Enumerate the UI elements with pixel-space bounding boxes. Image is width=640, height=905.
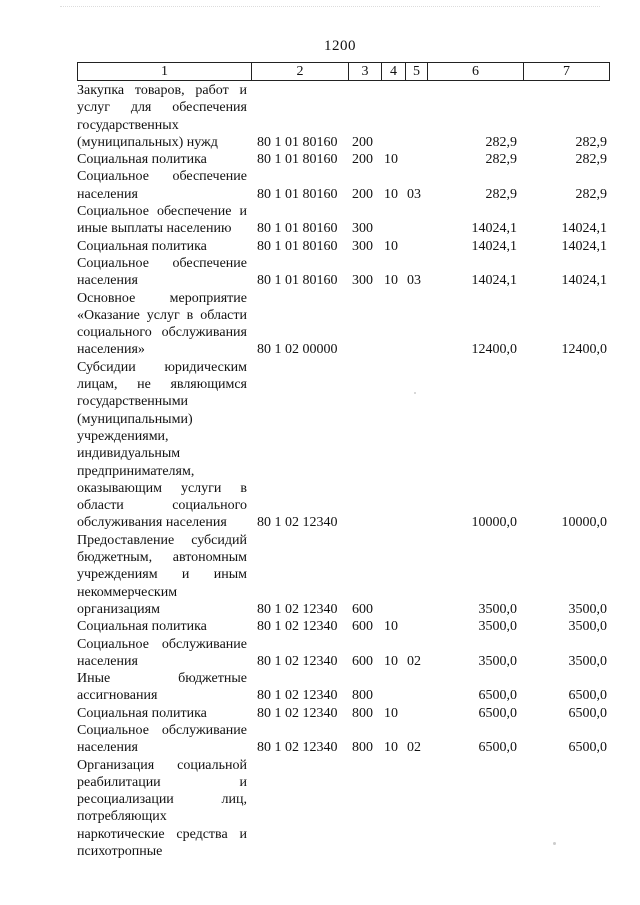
row-code: 80 1 01 80160: [257, 238, 338, 254]
row-value-col6: 6500,0: [478, 740, 517, 756]
row-value-col7: 14024,1: [561, 238, 607, 254]
row-col5: 02: [407, 740, 421, 756]
row-col5: [405, 82, 427, 151]
row-description-text: Социальная политика: [77, 152, 207, 168]
column-header-2: 2: [252, 63, 349, 81]
row-col5: [405, 290, 427, 359]
row-description: [77, 255, 251, 290]
row-col3: 600: [352, 619, 373, 635]
row-code: 80 1 01 80160: [257, 186, 338, 202]
row-value-col6: 282,9: [485, 134, 517, 150]
row-description-text: Иные бюджетные ассигнования: [77, 671, 247, 704]
table-row: [77, 532, 609, 618]
row-col4: 10: [384, 273, 398, 289]
row-col4: [381, 670, 405, 705]
row-value-col7: 3500,0: [568, 601, 607, 617]
row-value-col6: 14024,1: [471, 238, 517, 254]
row-value-col7: 3500,0: [568, 653, 607, 669]
row-description: [77, 618, 251, 635]
table-row: [77, 757, 609, 861]
budget-table: [77, 82, 609, 860]
row-code: 80 1 01 80160: [257, 221, 338, 237]
row-col4: [381, 82, 405, 151]
row-value-col6: 10000,0: [471, 515, 517, 531]
table-row: [77, 168, 609, 203]
table-row: [77, 722, 609, 757]
row-col3: 200: [352, 152, 373, 168]
row-col5: [405, 705, 427, 722]
row-col5: [405, 618, 427, 635]
row-description: [77, 290, 251, 359]
row-code: 80 1 01 80160: [257, 273, 338, 289]
table-row: [77, 203, 609, 238]
row-description-text: Социальное обслуживание населения: [77, 636, 247, 669]
scan-speck: [414, 392, 416, 394]
row-value-col7: 14024,1: [561, 221, 607, 237]
row-col5: [405, 532, 427, 618]
scan-artifact: [60, 6, 600, 13]
row-value-col7: 3500,0: [568, 619, 607, 635]
row-description-text: Социальная политика: [77, 238, 207, 254]
column-header-row: [77, 62, 610, 81]
table-row: [77, 255, 609, 290]
row-col4: [381, 290, 405, 359]
row-col4: [381, 359, 405, 532]
row-description: [77, 722, 251, 757]
column-header-6: 6: [428, 63, 524, 81]
row-col4: 10: [384, 705, 398, 721]
table-row: [77, 290, 609, 359]
row-col3: 800: [352, 740, 373, 756]
row-description-text: Предоставление субсидий бюджетным, автономным учреждениям и иным некоммерческим организациям: [77, 532, 247, 617]
row-description: [77, 636, 251, 671]
row-col5: [405, 238, 427, 255]
row-col3: 200: [352, 134, 373, 150]
table-row: [77, 359, 609, 532]
row-code: 80 1 02 00000: [257, 342, 338, 358]
row-value-col7: 6500,0: [568, 740, 607, 756]
row-col4: 10: [384, 653, 398, 669]
row-description-text: Социальная политика: [77, 705, 207, 721]
row-code: 80 1 02 12340: [257, 515, 338, 531]
row-description-text: Социальное обеспечение населения: [77, 169, 247, 202]
row-description: [77, 705, 251, 722]
row-col5: 02: [407, 653, 421, 669]
row-col3: [348, 290, 381, 359]
column-header-1: 1: [78, 63, 252, 81]
row-value-col7: 282,9: [575, 134, 607, 150]
row-value-col6: 3500,0: [478, 619, 517, 635]
row-value-col6: 3500,0: [478, 601, 517, 617]
row-code: 80 1 02 12340: [257, 705, 338, 721]
row-col3: 800: [352, 705, 373, 721]
row-value-col6: 6500,0: [478, 705, 517, 721]
row-col5: [405, 359, 427, 532]
row-col3: 200: [352, 186, 373, 202]
row-description: [77, 82, 251, 151]
table-row: [77, 636, 609, 671]
row-col4: 10: [384, 740, 398, 756]
row-value-col6: 6500,0: [478, 688, 517, 704]
row-value-col7: 6500,0: [568, 688, 607, 704]
row-value-col7: 12400,0: [561, 342, 607, 358]
row-col4: 10: [384, 186, 398, 202]
column-header-3: 3: [349, 63, 382, 81]
row-description-text: Субсидии юридическим лицам, не являющимся государственными (муниципальными) учреждениями, индивидуальным предпринимателям, оказывающим услуги в области социального обслуживания населения: [77, 359, 247, 531]
column-header-4: 4: [382, 63, 406, 81]
scan-speck: [553, 842, 556, 845]
row-value-col6: 282,9: [485, 186, 517, 202]
row-col5: [405, 203, 427, 238]
row-description-text: Социальное обеспечение населения: [77, 255, 247, 289]
column-header-7: 7: [524, 63, 610, 81]
row-value-col7: 6500,0: [568, 705, 607, 721]
row-col4: 10: [384, 619, 398, 635]
row-col4: [381, 203, 405, 238]
row-value-col7: 282,9: [575, 152, 607, 168]
row-value-col6: 14024,1: [471, 221, 517, 237]
table-row: [77, 82, 609, 151]
table-row: [77, 151, 609, 168]
row-col5: 03: [407, 273, 421, 289]
row-col5: [405, 151, 427, 168]
row-description: [77, 757, 251, 861]
row-code: 80 1 02 12340: [257, 601, 338, 617]
row-col3: 600: [352, 653, 373, 669]
row-description: [77, 168, 251, 203]
row-code: 80 1 02 12340: [257, 740, 338, 756]
row-value-col6: [427, 757, 523, 861]
row-description-text: Социальная политика: [77, 619, 207, 635]
table-row: [77, 670, 609, 705]
row-value-col6: 282,9: [485, 152, 517, 168]
row-description-text: Социальное обеспечение и иные выплаты населению: [77, 204, 247, 237]
row-description-text: Основное мероприятие «Оказание услуг в области социального обслуживания населения»: [77, 290, 247, 358]
row-value-col6: 3500,0: [478, 653, 517, 669]
row-description-text: Социальное обслуживание населения: [77, 722, 247, 756]
row-value-col6: 12400,0: [471, 342, 517, 358]
row-col5: [405, 670, 427, 705]
row-col3: [348, 757, 381, 861]
row-value-col7: 10000,0: [561, 515, 607, 531]
row-code: 80 1 02 12340: [257, 619, 338, 635]
row-col5: [405, 757, 427, 861]
row-description: [77, 359, 251, 532]
row-code: 80 1 01 80160: [257, 134, 338, 150]
row-col3: [348, 359, 381, 532]
row-value-col6: 14024,1: [471, 273, 517, 289]
row-col4: 10: [384, 238, 398, 254]
row-col4: [381, 532, 405, 618]
row-value-col7: [523, 757, 609, 861]
table-row: [77, 705, 609, 722]
page-number: 1200: [324, 38, 356, 54]
row-value-col7: 282,9: [575, 186, 607, 202]
table-row: [77, 238, 609, 255]
row-col4: [381, 757, 405, 861]
row-code: 80 1 02 12340: [257, 688, 338, 704]
row-code: 80 1 01 80160: [257, 152, 338, 168]
row-description-text: Организация социальной реабилитации и ресоциализации лиц, потребляющих наркотические средства и психотропные: [77, 757, 247, 860]
row-col3: 300: [352, 238, 373, 254]
row-description: [77, 238, 251, 255]
row-col3: 600: [352, 601, 373, 617]
row-description-text: Закупка товаров, работ и услуг для обеспечения государственных (муниципальных) нужд: [77, 83, 247, 150]
column-header-5: 5: [406, 63, 428, 81]
row-description: [77, 532, 251, 618]
row-col5: 03: [407, 186, 421, 202]
row-description: [77, 151, 251, 168]
row-code: 80 1 02 12340: [257, 653, 338, 669]
row-description: [77, 203, 251, 238]
table-row: [77, 618, 609, 635]
row-col3: 800: [352, 688, 373, 704]
row-col3: 300: [352, 273, 373, 289]
row-col3: 300: [352, 221, 373, 237]
row-description: [77, 670, 251, 705]
row-value-col7: 14024,1: [561, 273, 607, 289]
row-code: [251, 757, 348, 861]
row-col4: 10: [384, 152, 398, 168]
